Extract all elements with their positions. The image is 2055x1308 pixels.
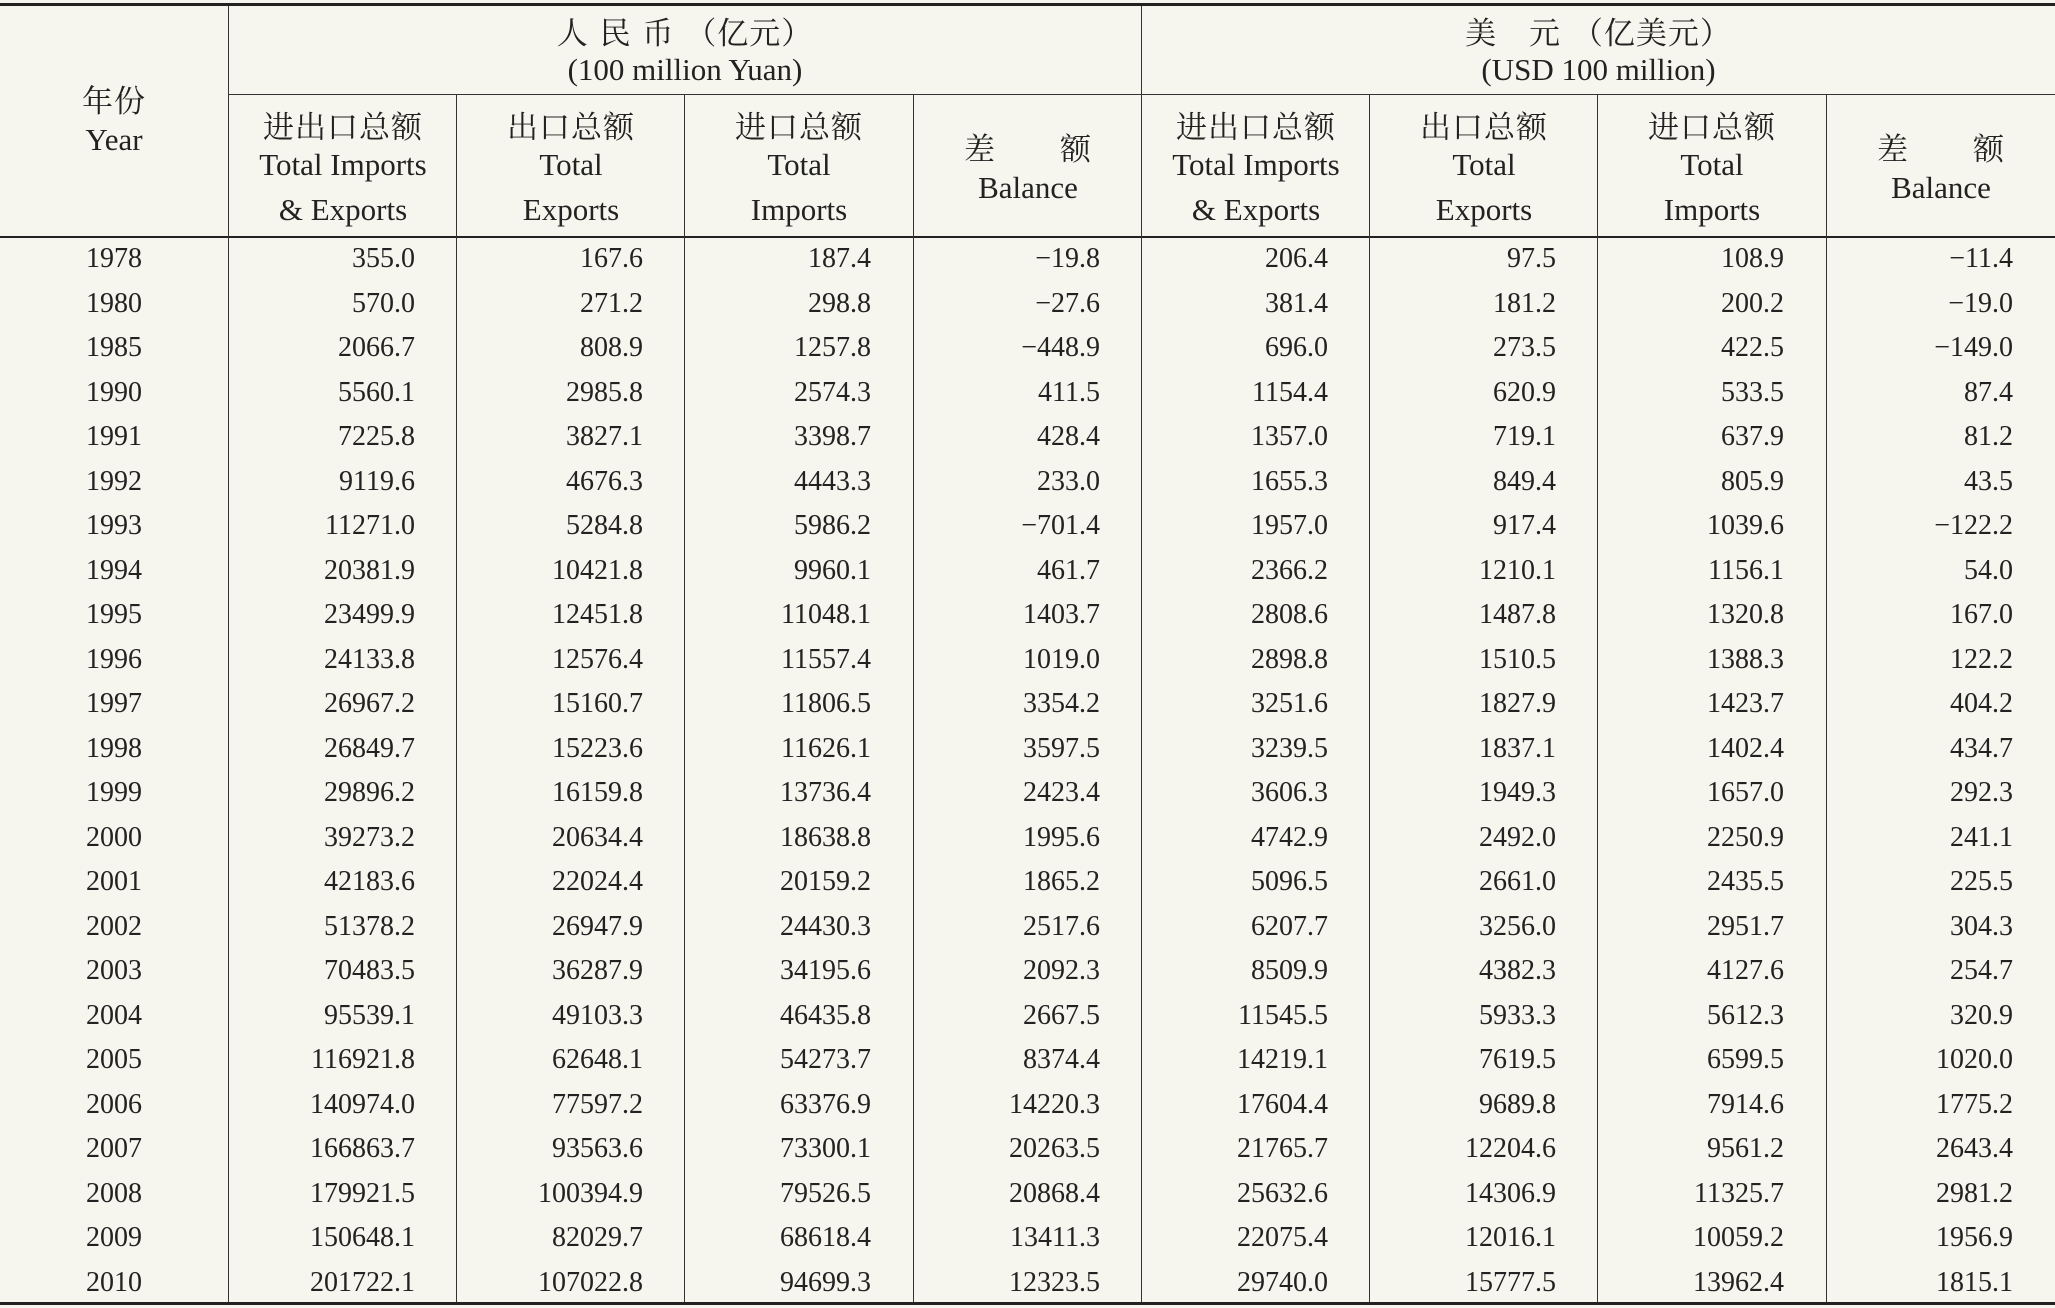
value-cell: −27.6: [1035, 287, 1100, 319]
value-cell: 1156.1: [1708, 554, 1784, 586]
value-cell: 12323.5: [1009, 1266, 1100, 1298]
value-cell: 1995.6: [1023, 821, 1100, 853]
value-cell: 428.4: [1037, 421, 1100, 452]
value-cell: 2574.3: [794, 376, 871, 408]
value-cell: 29740.0: [1237, 1266, 1328, 1298]
value-cell: 2661.0: [1479, 866, 1556, 897]
value-cell: 4676.3: [566, 465, 643, 497]
column-header-en: Balance: [1891, 170, 1991, 205]
year-cell: 2001: [86, 866, 142, 897]
value-cell: 2492.0: [1479, 821, 1556, 853]
value-cell: 1257.8: [794, 332, 871, 363]
value-cell: 1487.8: [1479, 599, 1556, 630]
value-cell: 1815.1: [1936, 1266, 2013, 1298]
column-header-zh: 出口总额: [507, 110, 635, 146]
value-cell: 54.0: [1964, 554, 2013, 586]
value-cell: 3354.2: [1023, 688, 1100, 719]
value-cell: 11545.5: [1238, 999, 1328, 1031]
value-cell: 4382.3: [1479, 955, 1556, 986]
year-cell: 1985: [86, 332, 142, 363]
value-cell: 94699.3: [780, 1266, 871, 1298]
column-header-zh: 进口总额: [735, 110, 863, 146]
value-cell: 181.2: [1493, 287, 1556, 319]
value-cell: 70483.5: [324, 955, 415, 986]
value-cell: −149.0: [1934, 332, 2013, 363]
value-cell: 1655.3: [1251, 465, 1328, 497]
value-cell: 1657.0: [1707, 777, 1784, 808]
value-cell: 122.2: [1950, 643, 2013, 675]
value-cell: 5096.5: [1251, 866, 1328, 897]
value-cell: 1510.5: [1479, 643, 1556, 675]
value-cell: 49103.3: [552, 999, 643, 1031]
value-cell: 434.7: [1950, 732, 2013, 764]
value-cell: 29896.2: [324, 777, 415, 808]
column-header-zh: 进出口总额: [1176, 110, 1336, 146]
value-cell: 2981.2: [1936, 1177, 2013, 1209]
column-header-en: Total: [539, 147, 603, 182]
value-cell: 2951.7: [1707, 910, 1784, 942]
value-cell: 24430.3: [780, 910, 871, 942]
value-cell: 12204.6: [1465, 1133, 1556, 1164]
value-cell: 26947.9: [552, 910, 643, 942]
value-cell: 36287.9: [552, 955, 643, 986]
value-cell: 719.1: [1493, 421, 1556, 452]
value-cell: 82029.7: [552, 1222, 643, 1253]
value-cell: 5560.1: [338, 376, 415, 408]
value-cell: 273.5: [1493, 332, 1556, 363]
value-cell: 1039.6: [1707, 510, 1784, 541]
value-cell: 422.5: [1721, 332, 1784, 363]
column-header-zh: 进出口总额: [263, 110, 423, 146]
value-cell: 620.9: [1493, 376, 1556, 408]
value-cell: 179921.5: [310, 1177, 415, 1209]
value-cell: 3606.3: [1251, 777, 1328, 808]
value-cell: 1865.2: [1023, 866, 1100, 897]
value-cell: 13962.4: [1693, 1266, 1784, 1298]
year-cell: 2004: [86, 999, 142, 1031]
value-cell: 9561.2: [1707, 1133, 1784, 1164]
value-cell: 12451.8: [552, 599, 643, 630]
value-cell: 81.2: [1964, 421, 2013, 452]
value-cell: 95539.1: [324, 999, 415, 1031]
value-cell: 1154.4: [1252, 376, 1328, 408]
year-cell: 1999: [86, 777, 142, 808]
year-cell: 2003: [86, 955, 142, 986]
value-cell: 241.1: [1950, 821, 2013, 853]
value-cell: 4742.9: [1251, 821, 1328, 853]
value-cell: −19.0: [1948, 287, 2013, 319]
value-cell: 5933.3: [1479, 999, 1556, 1031]
value-cell: 4127.6: [1707, 955, 1784, 986]
year-cell: 1978: [86, 243, 142, 274]
value-cell: 404.2: [1950, 688, 2013, 719]
value-cell: 3239.5: [1251, 732, 1328, 764]
year-cell: 2008: [86, 1177, 142, 1209]
value-cell: 2066.7: [338, 332, 415, 363]
year-cell: 1998: [86, 732, 142, 764]
value-cell: 107022.8: [538, 1266, 643, 1298]
column-header-en: Exports: [522, 192, 620, 227]
value-cell: 13736.4: [780, 777, 871, 808]
value-cell: 3256.0: [1479, 910, 1556, 942]
value-cell: 2808.6: [1251, 599, 1328, 630]
value-cell: 1837.1: [1479, 732, 1556, 764]
value-cell: 3398.7: [794, 421, 871, 452]
column-header-en: Imports: [1663, 192, 1761, 227]
value-cell: 43.5: [1964, 465, 2013, 497]
value-cell: 917.4: [1493, 510, 1556, 541]
value-cell: 3827.1: [566, 421, 643, 452]
top-rule: [0, 3, 2055, 6]
value-cell: 9119.6: [339, 465, 415, 497]
value-cell: 20159.2: [780, 866, 871, 897]
value-cell: 18638.8: [780, 821, 871, 853]
value-cell: 206.4: [1265, 243, 1328, 274]
value-cell: 187.4: [808, 243, 871, 274]
column-header-en: Total: [767, 147, 831, 182]
value-cell: 11048.1: [781, 599, 871, 630]
value-cell: 22024.4: [552, 866, 643, 897]
value-cell: 21765.7: [1237, 1133, 1328, 1164]
value-cell: 805.9: [1721, 465, 1784, 497]
value-cell: 26967.2: [324, 688, 415, 719]
value-cell: 100394.9: [538, 1177, 643, 1209]
usd-group-subtitle: (USD 100 million): [1481, 52, 1716, 87]
value-cell: 10421.8: [552, 554, 643, 586]
column-header-zh: 出口总额: [1420, 110, 1548, 146]
value-cell: 10059.2: [1693, 1222, 1784, 1253]
value-cell: 20634.4: [552, 821, 643, 853]
year-header-zh: 年份: [82, 84, 146, 120]
value-cell: 140974.0: [310, 1088, 415, 1120]
year-cell: 2009: [86, 1222, 142, 1253]
value-cell: 167.6: [580, 243, 643, 274]
value-cell: 637.9: [1721, 421, 1784, 452]
value-cell: 2366.2: [1251, 554, 1328, 586]
value-cell: 2667.5: [1023, 999, 1100, 1031]
group-rule: [229, 94, 2055, 95]
rmb-group-subtitle: (100 million Yuan): [567, 52, 803, 87]
value-cell: 17604.4: [1237, 1088, 1328, 1120]
value-cell: 15160.7: [552, 688, 643, 719]
value-cell: 1775.2: [1936, 1088, 2013, 1120]
year-header-en: Year: [85, 122, 143, 157]
value-cell: 11271.0: [325, 510, 415, 541]
bottom-rule: [0, 1302, 2055, 1305]
value-cell: 355.0: [352, 243, 415, 274]
value-cell: 8374.4: [1023, 1044, 1100, 1075]
value-cell: 201722.1: [310, 1266, 415, 1298]
column-header-en: Total: [1452, 147, 1516, 182]
value-cell: 320.9: [1950, 999, 2013, 1031]
value-cell: 1949.3: [1479, 777, 1556, 808]
value-cell: 20263.5: [1009, 1133, 1100, 1164]
column-header-zh: 差 额: [964, 132, 1092, 168]
value-cell: 20381.9: [324, 554, 415, 586]
value-cell: 167.0: [1950, 599, 2013, 630]
value-cell: 11325.7: [1694, 1177, 1784, 1209]
value-cell: 696.0: [1265, 332, 1328, 363]
value-cell: 26849.7: [324, 732, 415, 764]
value-cell: 54273.7: [780, 1044, 871, 1075]
value-cell: 8509.9: [1251, 955, 1328, 986]
value-cell: 14306.9: [1465, 1177, 1556, 1209]
value-cell: 200.2: [1721, 287, 1784, 319]
value-cell: 25632.6: [1237, 1177, 1328, 1209]
value-cell: −11.4: [1949, 243, 2013, 274]
value-cell: 808.9: [580, 332, 643, 363]
value-cell: 22075.4: [1237, 1222, 1328, 1253]
column-header-en: Imports: [750, 192, 848, 227]
value-cell: 1320.8: [1707, 599, 1784, 630]
value-cell: 63376.9: [780, 1088, 871, 1120]
year-cell: 1993: [86, 510, 142, 541]
value-cell: 292.3: [1950, 777, 2013, 808]
value-cell: 1402.4: [1707, 732, 1784, 764]
value-cell: 2643.4: [1936, 1133, 2013, 1164]
value-cell: 1388.3: [1707, 643, 1784, 675]
value-cell: −19.8: [1035, 243, 1100, 274]
value-cell: 1957.0: [1251, 510, 1328, 541]
value-cell: 6207.7: [1251, 910, 1328, 942]
value-cell: 461.7: [1037, 554, 1100, 586]
year-cell: 2006: [86, 1088, 142, 1120]
value-cell: 14220.3: [1009, 1088, 1100, 1120]
column-header-en: & Exports: [1191, 192, 1321, 227]
value-cell: 1210.1: [1479, 554, 1556, 586]
value-cell: 411.5: [1038, 376, 1100, 408]
value-cell: 68618.4: [780, 1222, 871, 1253]
value-cell: 2898.8: [1251, 643, 1328, 675]
value-cell: 108.9: [1721, 243, 1784, 274]
value-cell: 15777.5: [1465, 1266, 1556, 1298]
value-cell: 570.0: [352, 287, 415, 319]
column-header-zh: 差 额: [1877, 132, 2005, 168]
value-cell: 1357.0: [1251, 421, 1328, 452]
value-cell: 3251.6: [1251, 688, 1328, 719]
value-cell: 6599.5: [1707, 1044, 1784, 1075]
value-cell: 24133.8: [324, 643, 415, 675]
value-cell: 12576.4: [552, 643, 643, 675]
value-cell: 849.4: [1493, 465, 1556, 497]
value-cell: 73300.1: [780, 1133, 871, 1164]
column-header-en: Exports: [1435, 192, 1533, 227]
year-cell: 1996: [86, 643, 142, 675]
value-cell: 2250.9: [1707, 821, 1784, 853]
value-cell: −448.9: [1021, 332, 1100, 363]
column-header-en: Total Imports: [259, 147, 427, 182]
value-cell: 4443.3: [794, 465, 871, 497]
value-cell: 11557.4: [781, 643, 871, 675]
value-cell: 233.0: [1037, 465, 1100, 497]
value-cell: 34195.6: [780, 955, 871, 986]
value-cell: 13411.3: [1010, 1222, 1100, 1253]
value-cell: 7225.8: [338, 421, 415, 452]
year-cell: 1991: [86, 421, 142, 452]
year-cell: 1990: [86, 376, 142, 408]
header-rule: [0, 236, 2055, 238]
value-cell: 14219.1: [1237, 1044, 1328, 1075]
value-cell: 20868.4: [1009, 1177, 1100, 1209]
value-cell: 51378.2: [324, 910, 415, 942]
column-header-en: & Exports: [278, 192, 408, 227]
value-cell: 7619.5: [1479, 1044, 1556, 1075]
value-cell: 42183.6: [324, 866, 415, 897]
value-cell: 5986.2: [794, 510, 871, 541]
value-cell: 1019.0: [1023, 643, 1100, 675]
value-cell: 1403.7: [1023, 599, 1100, 630]
value-cell: 12016.1: [1465, 1222, 1556, 1253]
rmb-group-title: 人 民 币 （亿元）: [556, 16, 814, 52]
value-cell: 2423.4: [1023, 777, 1100, 808]
value-cell: 97.5: [1507, 243, 1556, 274]
value-cell: 1827.9: [1479, 688, 1556, 719]
column-header-en: Total Imports: [1172, 147, 1340, 182]
value-cell: 39273.2: [324, 821, 415, 853]
value-cell: 254.7: [1950, 955, 2013, 986]
value-cell: 5284.8: [566, 510, 643, 541]
value-cell: 16159.8: [552, 777, 643, 808]
year-cell: 2005: [86, 1044, 142, 1075]
year-cell: 2002: [86, 910, 142, 942]
value-cell: 11626.1: [781, 732, 871, 764]
value-cell: 166863.7: [310, 1133, 415, 1164]
year-cell: 1994: [86, 554, 142, 586]
value-cell: −122.2: [1934, 510, 2013, 541]
value-cell: 1020.0: [1936, 1044, 2013, 1075]
value-cell: 2092.3: [1023, 955, 1100, 986]
value-cell: 46435.8: [780, 999, 871, 1031]
value-cell: 77597.2: [552, 1088, 643, 1120]
value-cell: 150648.1: [310, 1222, 415, 1253]
usd-group-title: 美 元 （亿美元）: [1465, 16, 1732, 52]
year-cell: 2010: [86, 1266, 142, 1298]
value-cell: 533.5: [1721, 376, 1784, 408]
value-cell: 15223.6: [552, 732, 643, 764]
year-cell: 2007: [86, 1133, 142, 1164]
value-cell: 1423.7: [1707, 688, 1784, 719]
value-cell: 2985.8: [566, 376, 643, 408]
value-cell: 304.3: [1950, 910, 2013, 942]
year-cell: 1995: [86, 599, 142, 630]
value-cell: 79526.5: [780, 1177, 871, 1209]
value-cell: 2517.6: [1023, 910, 1100, 942]
year-cell: 1980: [86, 287, 142, 319]
value-cell: 1956.9: [1936, 1222, 2013, 1253]
value-cell: 271.2: [580, 287, 643, 319]
column-header-en: Total: [1680, 147, 1744, 182]
value-cell: 93563.6: [552, 1133, 643, 1164]
value-cell: 9960.1: [794, 554, 871, 586]
year-cell: 1997: [86, 688, 142, 719]
value-cell: 116921.8: [311, 1044, 415, 1075]
year-cell: 1992: [86, 465, 142, 497]
value-cell: 11806.5: [781, 688, 871, 719]
value-cell: 7914.6: [1707, 1088, 1784, 1120]
value-cell: −701.4: [1021, 510, 1100, 541]
value-cell: 5612.3: [1707, 999, 1784, 1031]
column-header-en: Balance: [978, 170, 1078, 205]
value-cell: 87.4: [1964, 376, 2013, 408]
value-cell: 2435.5: [1707, 866, 1784, 897]
value-cell: 9689.8: [1479, 1088, 1556, 1120]
value-cell: 381.4: [1265, 287, 1328, 319]
value-cell: 225.5: [1950, 866, 2013, 897]
value-cell: 62648.1: [552, 1044, 643, 1075]
value-cell: 3597.5: [1023, 732, 1100, 764]
year-cell: 2000: [86, 821, 142, 853]
value-cell: 23499.9: [324, 599, 415, 630]
value-cell: 298.8: [808, 287, 871, 319]
column-header-zh: 进口总额: [1648, 110, 1776, 146]
